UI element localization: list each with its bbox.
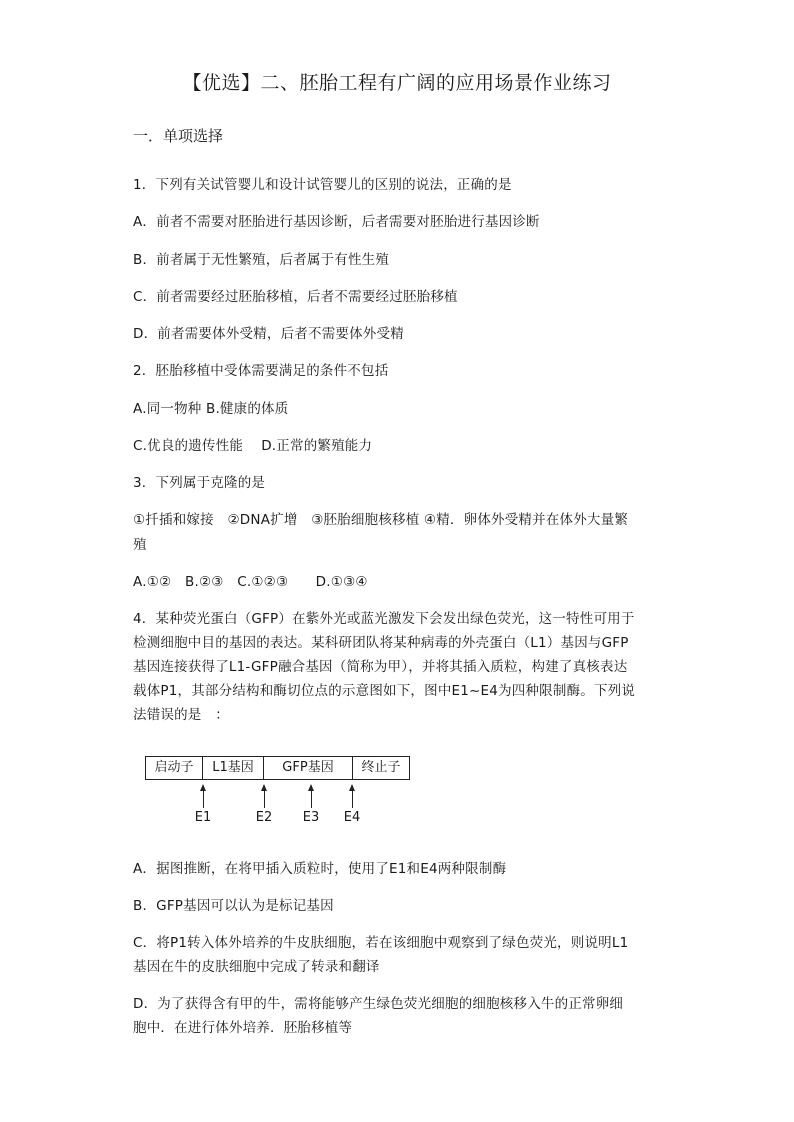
- e3-label: E3: [302, 810, 320, 825]
- question-3-stem: 3．下列属于克隆的是: [133, 475, 266, 491]
- question-4-stem-line-4: 载体P1，其部分结构和酶切位点的示意图如下，图中E1~E4为四种限制酶。下列说: [133, 683, 636, 699]
- question-2-stem: 2．胚胎移植中受体需要满足的条件不包括: [133, 363, 389, 379]
- question-1-stem: 1．下列有关试管婴儿和设计试管婴儿的区别的说法，正确的是: [133, 177, 512, 193]
- question-4-option-d-line-2: 胞中．在进行体外培养．胚胎移植等: [133, 1020, 353, 1036]
- promoter-segment: 启动子: [145, 756, 203, 780]
- e4-site-arrow-icon: [352, 786, 353, 808]
- question-4-option-a: A．据图推断，在将甲插入质粒时，使用了E1和E4两种限制酶: [133, 861, 507, 877]
- gfp-gene-segment: GFP基因: [263, 756, 353, 780]
- question-4-stem-line-3: 基因连接获得了L1-GFP融合基因（简称为甲），并将其插入质粒，构建了真核表达: [133, 659, 628, 675]
- question-1-option-b: B．前者属于无性繁殖，后者属于有性生殖: [133, 252, 390, 268]
- e1-label: E1: [194, 810, 212, 825]
- question-2-options-cd: C.优良的遗传性能 D.正常的繁殖能力: [133, 438, 373, 454]
- question-4-option-b: B．GFP基因可以认为是标记基因: [133, 898, 334, 914]
- question-4-option-c-line-1: C．将P1转入体外培养的牛皮肤细胞，若在该细胞中观察到了绿色荧光，则说明L1: [133, 935, 629, 951]
- gene-construct-diagram: [145, 756, 415, 831]
- e3-site-arrow-icon: [311, 786, 312, 808]
- section-heading: 一．单项选择: [133, 127, 224, 145]
- e2-label: E2: [255, 810, 273, 825]
- e1-site-arrow-icon: [203, 786, 204, 808]
- terminator-segment: 终止子: [352, 756, 410, 780]
- question-1-option-a: A．前者不需要对胚胎进行基因诊断，后者需要对胚胎进行基因诊断: [133, 214, 540, 230]
- question-1-option-c: C．前者需要经过胚胎移植，后者不需要经过胚胎移植: [133, 289, 458, 305]
- e2-site-arrow-icon: [264, 786, 265, 808]
- page-title: 【优选】二、胚胎工程有广阔的应用场景作业练习: [182, 72, 612, 94]
- question-4-stem-line-5: 法错误的是 ：: [133, 707, 229, 723]
- question-3-items-continued: 殖: [133, 537, 147, 553]
- l1-gene-segment: L1基因: [202, 756, 264, 780]
- e4-label: E4: [343, 810, 361, 825]
- question-4-stem-line-1: 4．某种荧光蛋白（GFP）在紫外光或蓝光激发下会发出绿色荧光，这一特性可用于: [133, 611, 635, 627]
- question-2-options-ab: A.同一物种 B.健康的体质: [133, 401, 289, 417]
- question-3-items: ①扦插和嫁接 ②DNA扩增 ③胚胎细胞核移植 ④精．卵体外受精并在体外大量繁: [133, 512, 629, 528]
- question-1-option-d: D．前者需要体外受精，后者不需要体外受精: [133, 326, 404, 342]
- question-3-options: A.①② B.②③ C.①②③ D.①③④: [133, 574, 368, 590]
- question-4-stem-line-2: 检测细胞中目的基因的表达。某科研团队将某种病毒的外壳蛋白（L1）基因与GFP: [133, 635, 629, 651]
- question-4-option-d-line-1: D．为了获得含有甲的牛，需将能够产生绿色荧光细胞的细胞核移入牛的正常卵细: [133, 996, 624, 1012]
- question-4-option-c-line-2: 基因在牛的皮肤细胞中完成了转录和翻译: [133, 959, 380, 975]
